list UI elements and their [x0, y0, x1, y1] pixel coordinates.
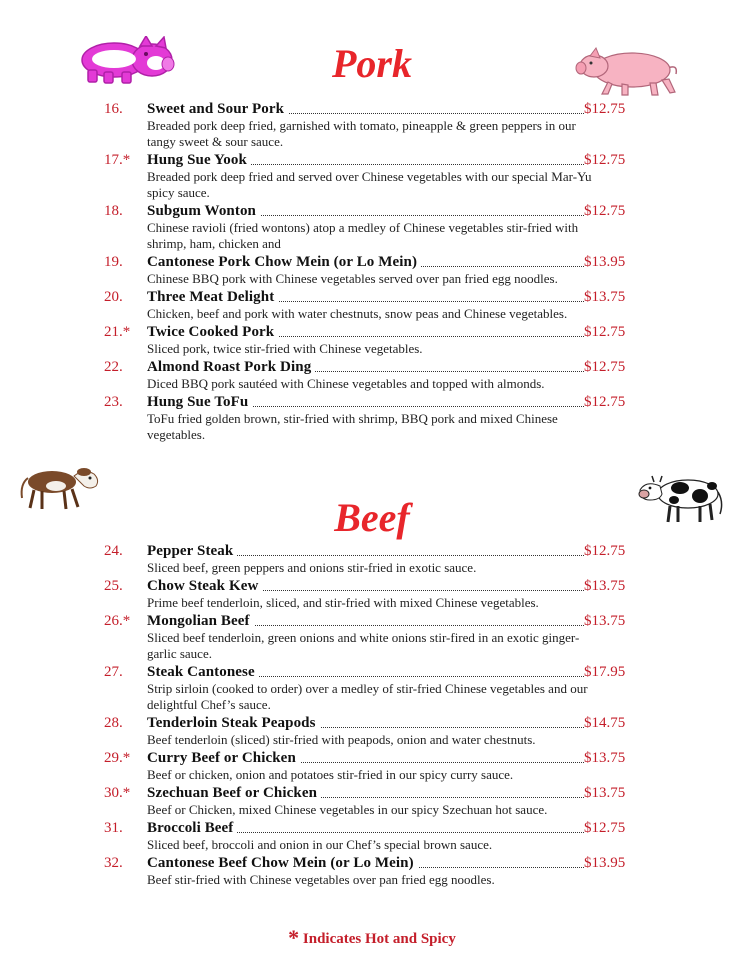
- menu-item-description: ToFu fried golden brown, stir-fried with shrimp, BBQ pork and mixed Chinese vegetables.: [147, 411, 558, 442]
- menu-item-number: 21.*: [104, 324, 131, 340]
- menu-item-description: Breaded pork deep fried, garnished with tomato, pineapple & green peppers in our tangy sweet & sour sauce.: [147, 118, 576, 149]
- menu-item-number: 17.*: [104, 152, 131, 168]
- menu-item-header: [0, 253, 744, 271]
- menu-item-number: 23.: [104, 394, 123, 410]
- menu-item-description: Sliced beef, broccoli and onion in our Chef’s special brown sauce.: [147, 837, 493, 852]
- menu-item: [0, 542, 744, 577]
- menu-item-description: Diced BBQ pork sautéed with Chinese vegetables and topped with almonds.: [147, 376, 545, 391]
- menu-item-price: $13.95: [584, 254, 626, 270]
- menu-item-description: Chicken, beef and pork with water chestnuts, snow peas and Chinese vegetables.: [147, 306, 568, 321]
- menu-item-header: [0, 393, 744, 411]
- menu-item-description: Breaded pork deep fried and served over Chinese vegetables with our special Mar-Yu spicy sauce.: [147, 169, 592, 200]
- menu-item-name: Hung Sue ToFu: [147, 393, 252, 411]
- menu-item-description: Sliced pork, twice stir-fried with Chinese vegetables.: [147, 341, 423, 356]
- menu-item: [0, 784, 744, 819]
- menu-item-price: $13.75: [584, 578, 626, 594]
- menu-item-number: 22.: [104, 359, 123, 375]
- menu-item: [0, 100, 744, 151]
- pork-menu-list: [0, 100, 744, 444]
- menu-item-description: Beef or chicken, onion and potatoes stir-fried in our spicy curry sauce.: [147, 767, 514, 782]
- beef-section-title: Beef: [334, 495, 410, 540]
- menu-item-description: Sliced beef, green peppers and onions stir-fried in exotic sauce.: [147, 560, 477, 575]
- menu-item: [0, 612, 744, 663]
- menu-item-header: [0, 577, 744, 595]
- menu-item-header: [0, 854, 744, 872]
- menu-item-name: Chow Steak Kew: [147, 577, 262, 595]
- menu-item-name: Almond Roast Pork Ding: [147, 358, 315, 376]
- menu-item-price: $13.75: [584, 613, 626, 629]
- hot-spicy-asterisk: *: [288, 925, 300, 950]
- menu-item-number: 24.: [104, 543, 123, 559]
- menu-item-description: Beef tenderloin (sliced) stir-fried with peapods, onion and water chestnuts.: [147, 732, 536, 747]
- menu-item: [0, 663, 744, 714]
- menu-item-number: 25.: [104, 578, 123, 594]
- menu-item-name: Tenderloin Steak Peapods: [147, 714, 320, 732]
- menu-item: [0, 714, 744, 749]
- menu-item-description: Chinese BBQ pork with Chinese vegetables served over pan fried egg noodles.: [147, 271, 558, 286]
- menu-item-name: Curry Beef or Chicken: [147, 749, 300, 767]
- menu-item-price: $12.75: [584, 203, 626, 219]
- menu-item-header: [0, 714, 744, 732]
- menu-item-number: 26.*: [104, 613, 131, 629]
- menu-item-price: $12.75: [584, 101, 626, 117]
- menu-item-name: Broccoli Beef: [147, 819, 237, 837]
- menu-item-name: Cantonese Pork Chow Mein (or Lo Mein): [147, 253, 421, 271]
- menu-item: [0, 819, 744, 854]
- menu-item-price: $13.75: [584, 750, 626, 766]
- menu-item-number: 32.: [104, 855, 123, 871]
- menu-item-price: $12.75: [584, 324, 626, 340]
- menu-item-description: Sliced beef tenderloin, green onions and white onions stir-fired in an exotic ginger-garlic sauce.: [147, 630, 580, 661]
- menu-item-price: $13.75: [584, 785, 626, 801]
- pork-section-title: Pork: [332, 41, 412, 86]
- menu-item-header: [0, 663, 744, 681]
- menu-item: [0, 253, 744, 288]
- menu-item: [0, 202, 744, 253]
- menu-item-description: Chinese ravioli (fried wontons) atop a medley of Chinese vegetables stir-fried with shrimp, ham, chicken and: [147, 220, 579, 251]
- menu-item-name: Cantonese Beef Chow Mein (or Lo Mein): [147, 854, 418, 872]
- menu-item-number: 19.: [104, 254, 123, 270]
- menu-item-header: [0, 151, 744, 169]
- menu-item-header: [0, 542, 744, 560]
- menu-item-price: $14.75: [584, 715, 626, 731]
- menu-item-name: Mongolian Beef: [147, 612, 254, 630]
- menu-item-price: $12.75: [584, 394, 626, 410]
- menu-item-header: [0, 288, 744, 306]
- menu-item-header: [0, 749, 744, 767]
- menu-item-price: $12.75: [584, 820, 626, 836]
- menu-item: [0, 323, 744, 358]
- menu-item-number: 20.: [104, 289, 123, 305]
- menu-item-price: $13.75: [584, 289, 626, 305]
- menu-item-name: Three Meat Delight: [147, 288, 278, 306]
- menu-item-number: 28.: [104, 715, 123, 731]
- menu-item-number: 16.: [104, 101, 123, 117]
- beef-menu-list: [0, 542, 744, 889]
- menu-item-header: [0, 784, 744, 802]
- menu-item-header: [0, 819, 744, 837]
- menu-item-header: [0, 612, 744, 630]
- menu-item-description: Prime beef tenderloin, sliced, and stir-fried with mixed Chinese vegetables.: [147, 595, 539, 610]
- menu-item-description: Beef stir-fried with Chinese vegetables over pan fried egg noodles.: [147, 872, 495, 887]
- menu-item-number: 27.: [104, 664, 123, 680]
- menu-item-name: Hung Sue Yook: [147, 151, 251, 169]
- menu-item-header: [0, 202, 744, 220]
- footnote-text: Indicates Hot and Spicy: [302, 931, 456, 947]
- menu-item-header: [0, 358, 744, 376]
- menu-item-number: 18.: [104, 203, 123, 219]
- menu-item-number: 30.*: [104, 785, 131, 801]
- menu-item-number: 31.: [104, 820, 123, 836]
- menu-item-price: $12.75: [584, 543, 626, 559]
- menu-item: [0, 358, 744, 393]
- hot-spicy-footnote: [0, 925, 744, 951]
- menu-item-price: $12.75: [584, 359, 626, 375]
- menu-item-name: Szechuan Beef or Chicken: [147, 784, 321, 802]
- menu-item-name: Pepper Steak: [147, 542, 237, 560]
- menu-item-header: [0, 100, 744, 118]
- menu-item: [0, 151, 744, 202]
- menu-item-name: Steak Cantonese: [147, 663, 259, 681]
- menu-item-description: Strip sirloin (cooked to order) over a medley of stir-fried Chinese vegetables and our delightful Chef’s sauce.: [147, 681, 588, 712]
- menu-item-number: 29.*: [104, 750, 131, 766]
- menu-item-price: $13.95: [584, 855, 626, 871]
- menu-item-name: Twice Cooked Pork: [147, 323, 278, 341]
- menu-item: [0, 749, 744, 784]
- menu-item-price: $12.75: [584, 152, 626, 168]
- menu-item: [0, 288, 744, 323]
- menu-item-name: Subgum Wonton: [147, 202, 260, 220]
- menu-item: [0, 577, 744, 612]
- menu-item-header: [0, 323, 744, 341]
- menu-item-price: $17.95: [584, 664, 626, 680]
- menu-item-description: Beef or Chicken, mixed Chinese vegetables in our spicy Szechuan hot sauce.: [147, 802, 548, 817]
- menu-item: [0, 854, 744, 889]
- menu-item-name: Sweet and Sour Pork: [147, 100, 288, 118]
- menu-item: [0, 393, 744, 444]
